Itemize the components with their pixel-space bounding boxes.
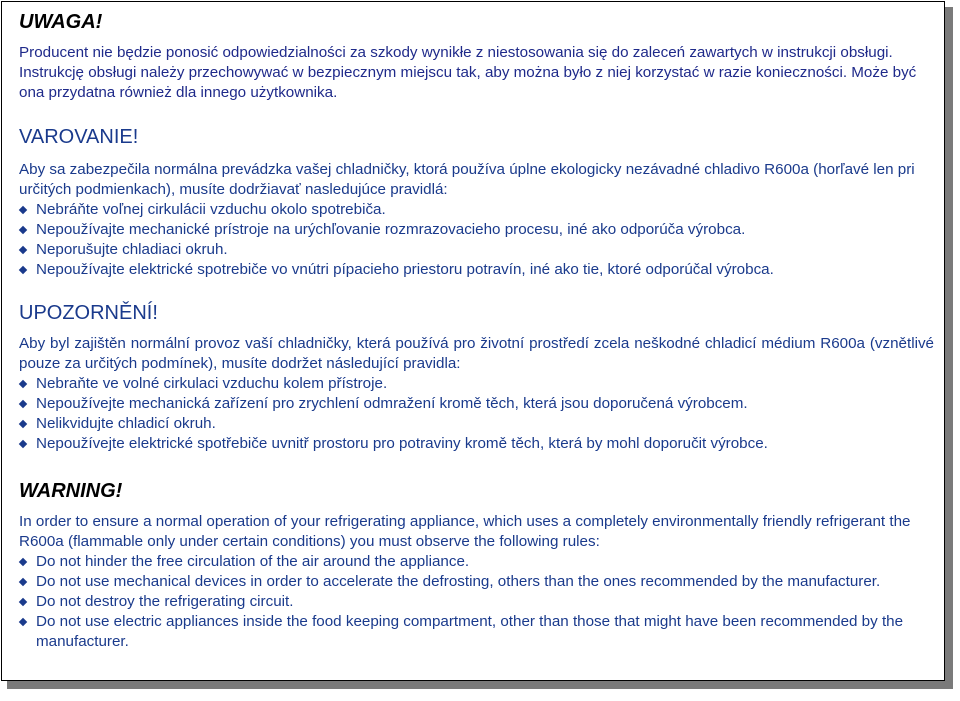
diamond-bullet-icon <box>19 400 27 408</box>
list-item <box>19 612 934 652</box>
list-item-text: Neporušujte chladiaci okruh. <box>36 241 228 258</box>
diamond-bullet-icon <box>19 558 27 566</box>
list-item <box>19 240 934 260</box>
czech-rules-list <box>19 374 934 454</box>
diamond-bullet-icon <box>19 440 27 448</box>
list-item <box>19 592 934 612</box>
list-item-text: Nelikvidujte chladicí okruh. <box>36 415 216 432</box>
diamond-bullet-icon <box>19 420 27 428</box>
diamond-bullet-icon <box>19 618 27 626</box>
list-item <box>19 434 934 454</box>
czech-section <box>19 301 934 454</box>
polish-text: Producent nie będzie ponosić odpowiedzialności za szkody wynikłe z niestosowania się do zaleceń zawartych w instrukcji obsługi. Instrukcję obsługi należy przechowywać w bezpiecznym miejscu tak, aby można było z niej korzystać w razie konieczności. Może być ona przydatna również dla innego użytkownika. <box>19 44 917 101</box>
english-heading: WARNING! <box>19 480 123 502</box>
czech-heading: UPOZORNĚNÍ! <box>19 302 158 324</box>
english-section <box>19 479 934 652</box>
list-item <box>19 260 934 280</box>
list-item-text: Nepoužívajte mechanické prístroje na urýchľovanie rozmrazovacieho procesu, iné ako odporúča výrobca. <box>36 221 746 238</box>
english-intro: In order to ensure a normal operation of your refrigerating appliance, which uses a completely environmentally friendly refrigerant the R600a (flammable only under certain conditions) you must observe the following rules: <box>19 513 911 550</box>
diamond-bullet-icon <box>19 266 27 274</box>
diamond-bullet-icon <box>19 246 27 254</box>
list-item <box>19 572 934 592</box>
diamond-bullet-icon <box>19 380 27 388</box>
list-item-text: Nepoužívejte elektrické spotřebiče uvnitř prostoru pro potraviny kromě těch, která by mohl doporučit výrobce. <box>36 435 768 452</box>
list-item-text: Nebraňte ve volné cirkulaci vzduchu kolem přístroje. <box>36 375 388 392</box>
warning-box <box>1 1 945 681</box>
list-item <box>19 394 934 414</box>
czech-intro: Aby byl zajištěn normální provoz vaší chladničky, která používá pro životní prostředí zcela neškodné chladicí médium R600a (vznětlivé pouze za určitých podmínek), musíte dodržet následující pravidla: <box>19 335 934 372</box>
list-item-text: Do not use electric appliances inside the food keeping compartment, other than those that might have been recommended by the manufacturer. <box>36 613 904 650</box>
diamond-bullet-icon <box>19 598 27 606</box>
list-item-text: Nepoužívajte elektrické spotrebiče vo vnútri pípacieho priestoru potravín, iné ako tie, ktoré odporúčal výrobca. <box>36 261 774 278</box>
list-item <box>19 374 934 394</box>
polish-section <box>19 10 934 103</box>
list-item-text: Nebráňte voľnej cirkulácii vzduchu okolo spotrebiča. <box>36 201 386 218</box>
list-item <box>19 220 934 240</box>
list-item <box>19 414 934 434</box>
diamond-bullet-icon <box>19 206 27 214</box>
polish-heading: UWAGA! <box>19 11 103 33</box>
slovak-heading: VAROVANIE! <box>19 126 139 148</box>
diamond-bullet-icon <box>19 226 27 234</box>
list-item <box>19 200 934 220</box>
list-item-text: Do not use mechanical devices in order to accelerate the defrosting, others than the ones recommended by the manufacturer. <box>36 573 881 590</box>
slovak-section <box>19 125 934 280</box>
list-item-text: Nepoužívejte mechanická zařízení pro zrychlení odmražení kromě těch, která jsou doporučená výrobcem. <box>36 395 748 412</box>
english-rules-list <box>19 552 934 652</box>
slovak-intro: Aby sa zabezpečila normálna prevádzka vašej chladničky, ktorá používa úplne ekologicky nezávadné chladivo R600a (horľavé len pri určitých podmienkach), musíte dodržiavať nasledujúce pravidlá: <box>19 161 915 198</box>
list-item-text: Do not destroy the refrigerating circuit. <box>36 593 294 610</box>
list-item <box>19 552 934 572</box>
list-item-text: Do not hinder the free circulation of the air around the appliance. <box>36 553 470 570</box>
slovak-rules-list <box>19 200 934 280</box>
diamond-bullet-icon <box>19 578 27 586</box>
